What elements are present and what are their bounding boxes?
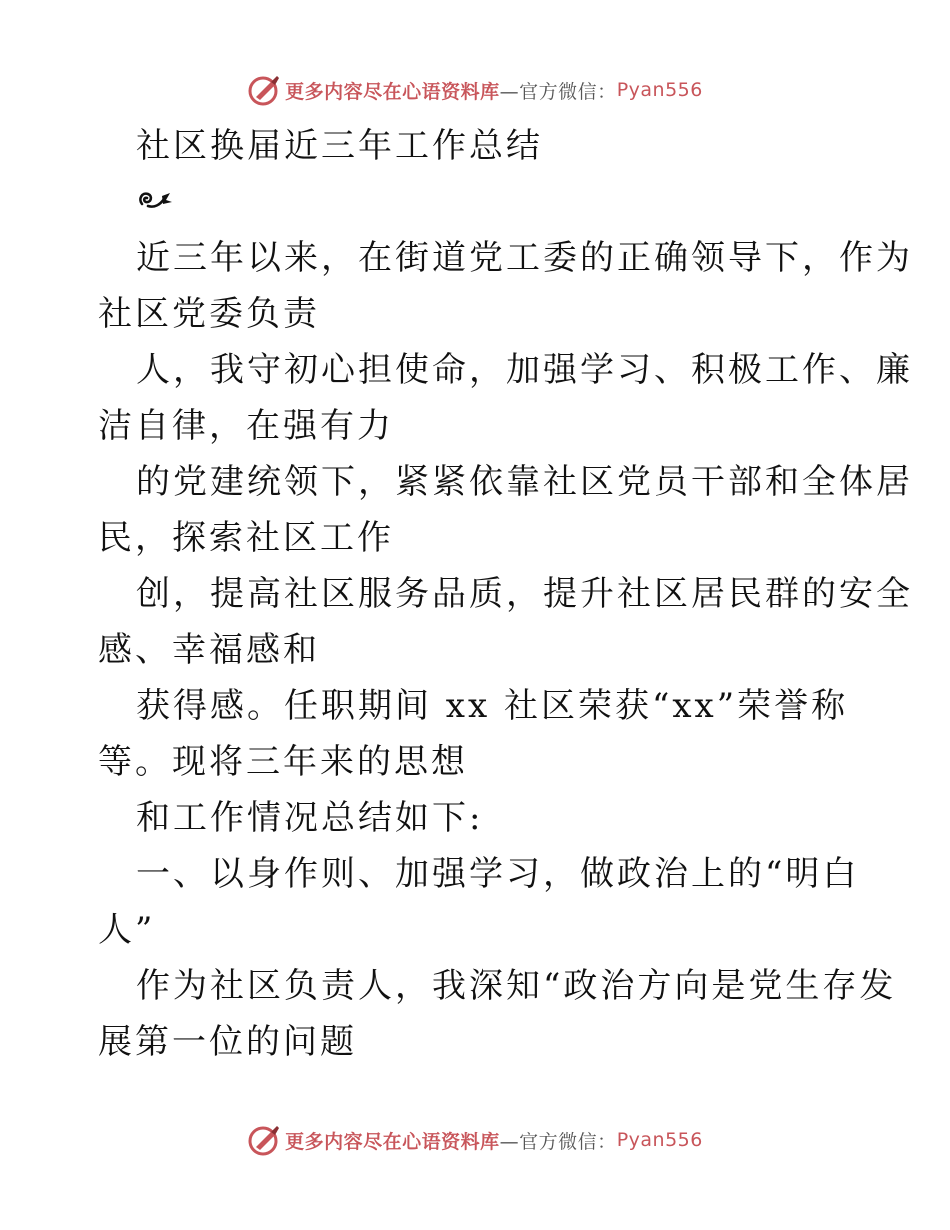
watermark-main-text: 更多内容尽在心语资料库 bbox=[285, 1130, 500, 1153]
text-line: 作为社区负责人，我深知“政治方向是党生存发 bbox=[136, 966, 897, 1006]
text-line: 一、以身作则、加强学习，做政治上的“明白 bbox=[136, 854, 860, 894]
document-body bbox=[98, 118, 913, 1070]
watermark-footer bbox=[0, 1120, 950, 1160]
watermark-main-text: 更多内容尽在心语资料库 bbox=[285, 80, 500, 103]
text-line: 洁自律，在强有力 bbox=[98, 406, 394, 446]
text-line: 感、幸福感和 bbox=[98, 630, 320, 670]
text-line: 人，我守初心担使命，加强学习、积极工作、廉 bbox=[136, 350, 913, 390]
text-line: 社区党委负责 bbox=[98, 294, 320, 334]
brush-pen-logo-icon bbox=[247, 73, 281, 107]
text-line: 近三年以来，在街道党工委的正确领导下，作为 bbox=[136, 238, 913, 278]
text-line: 展第一位的问题 bbox=[98, 1022, 357, 1062]
text-line: 创，提高社区服务品质，提升社区居民群的安全 bbox=[136, 574, 913, 614]
document-paragraphs bbox=[98, 230, 913, 1070]
brush-pen-logo-icon bbox=[247, 1123, 281, 1157]
text-line: 获得感。任职期间 xx 社区荣获“xx”荣誉称 bbox=[136, 686, 849, 726]
watermark-header bbox=[0, 70, 950, 110]
watermark-separator: —官方微信： bbox=[499, 80, 617, 103]
document-title: 社区换届近三年工作总结 bbox=[136, 126, 543, 166]
text-line: 的党建统领下，紧紧依靠社区党员干部和全体居 bbox=[136, 462, 913, 502]
text-line: 和工作情况总结如下: bbox=[136, 798, 484, 838]
text-line: 人” bbox=[98, 910, 156, 950]
watermark-separator: —官方微信： bbox=[499, 1130, 617, 1153]
watermark-wechat-id: Pyan556 bbox=[616, 79, 703, 101]
curl-ornament-icon bbox=[136, 187, 174, 213]
ornament bbox=[98, 174, 858, 230]
watermark-wechat-id: Pyan556 bbox=[616, 1129, 703, 1151]
text-line: 民，探索社区工作 bbox=[98, 518, 394, 558]
text-line: 等。现将三年来的思想 bbox=[98, 742, 468, 782]
